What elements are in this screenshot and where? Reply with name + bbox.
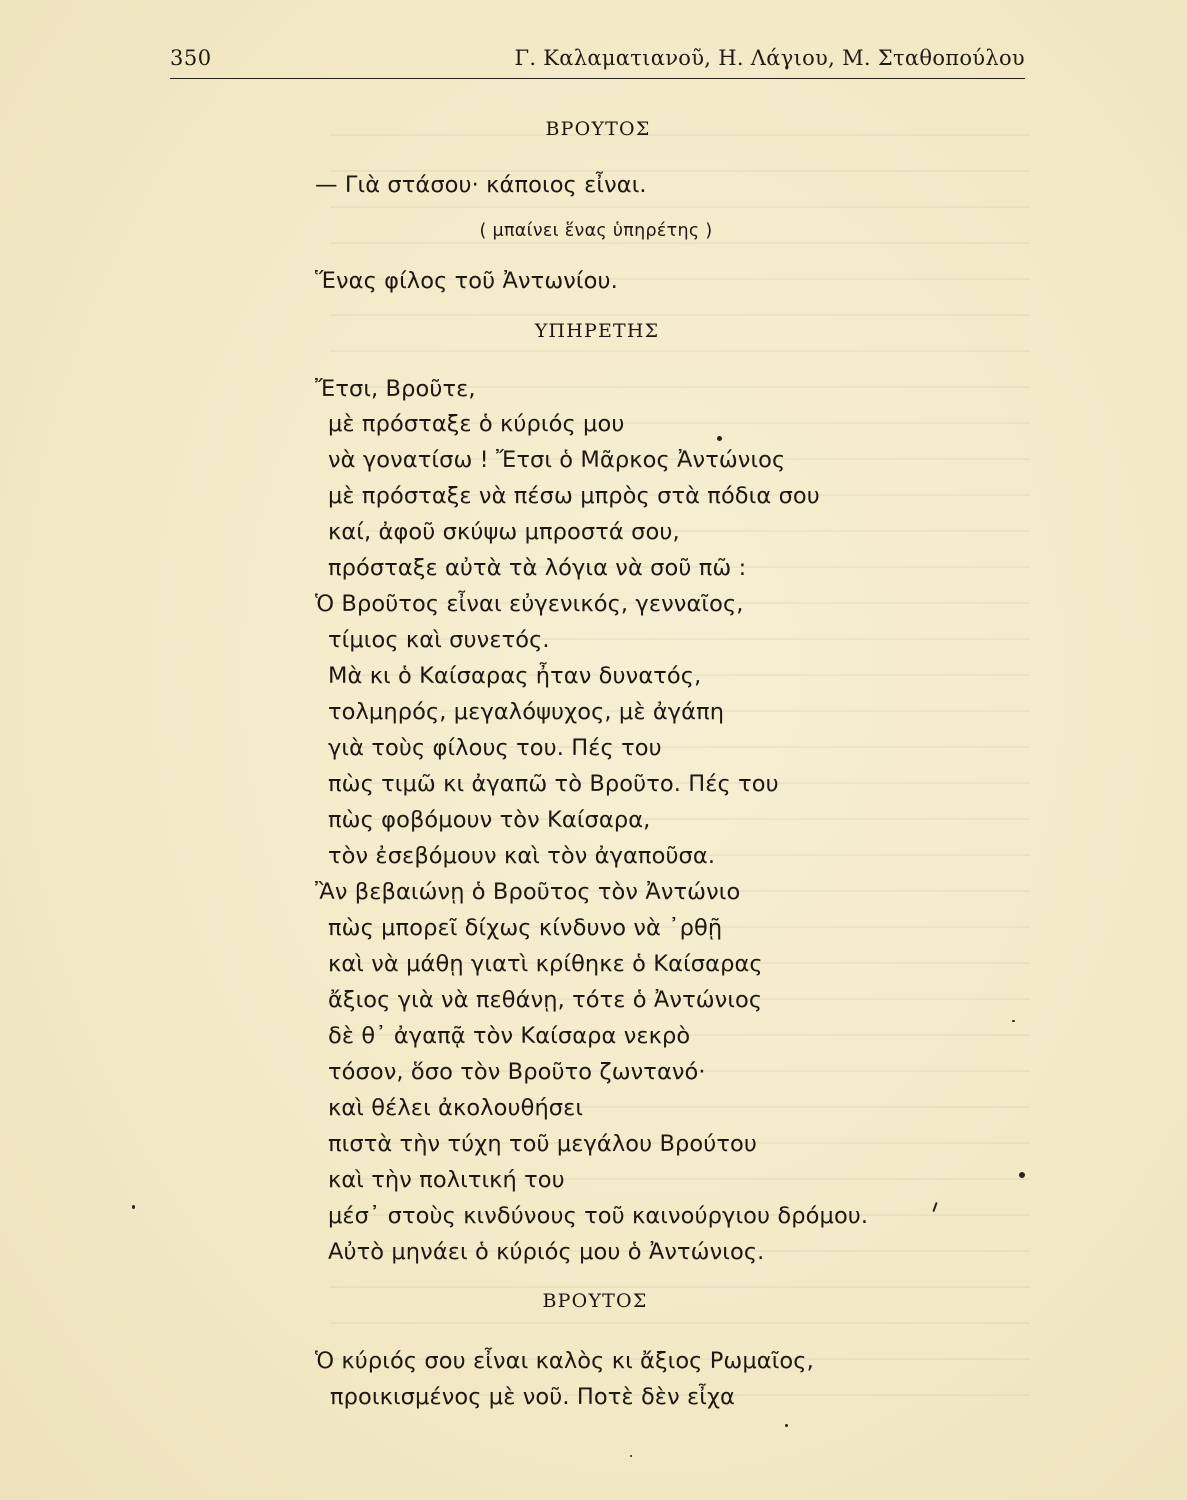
dialogue-line: Ἕνας φίλος τοῦ Ἀντωνίου. [315,268,618,294]
stage-direction: ( μπαίνει ἕνας ὑπηρέτης ) [479,221,713,241]
verse-line: τόσον, ὅσο τὸν Βροῦτο ζωντανό· [328,1059,706,1085]
verse-line: καὶ νὰ μάθῃ γιατὶ κρίθηκε ὁ Καίσαρας [328,951,763,977]
speaker-name: ΒΡΟΥΤΟΣ [545,118,651,140]
verse-line: καί, ἀφοῦ σκύψω μπροστά σου, [328,519,680,545]
verse-line: τίμιος καὶ συνετός. [328,627,550,653]
verse-line: Μὰ κι ὁ Καίσαρας ἦταν δυνατός, [328,663,702,689]
ink-speck [132,1205,135,1209]
verse-line: πρόσταξε αὐτὰ τὰ λόγια νὰ σοῦ πῶ : [328,555,747,581]
verse-line: μὲ πρόσταξε νὰ πέσω μπρὸς στὰ πόδια σου [328,483,820,509]
page-header [170,42,1025,76]
verse-line: νὰ γονατίσω ! Ἔτσι ὁ Μᾶρκος Ἀντώνιος [328,447,786,473]
header-rule [170,78,1025,79]
ink-speck [630,1455,632,1457]
verse-line: Αὐτὸ μηνάει ὁ κύριός μου ὁ Ἀντώνιος. [328,1239,765,1265]
verse-line: τὸν ἐσεβόμουν καὶ τὸν ἀγαποῦσα. [328,843,716,869]
verse-line: πὼς μπορεῖ δίχως κίνδυνο νὰ ᾿ρθῇ [328,915,723,941]
verse-line: μὲ πρόσταξε ὁ κύριός μου [328,411,625,437]
ink-speck [1019,1172,1025,1178]
verse-line: προικισμένος μὲ νοῦ. Ποτὲ δὲν εἶχα [330,1384,735,1410]
verse-line: γιὰ τοὺς φίλους του. Πές του [328,735,662,761]
verse-line: τολμηρός, μεγαλόψυχος, μὲ ἀγάπη [328,699,725,725]
verse-line: Ἔτσι, Βροῦτε, [315,376,476,402]
ink-speck [785,1424,788,1427]
ink-speck [1012,1020,1015,1022]
verse-line: Ὁ Βροῦτος εἶναι εὐγενικός, γενναῖος, [315,591,744,617]
verse-line: καὶ θέλει ἀκολουθήσει [328,1095,584,1121]
verse-line: δὲ θ᾿ ἀγαπᾷ τὸν Καίσαρα νεκρὸ [328,1023,691,1049]
verse-line: μέσ᾿ στοὺς κινδύνους τοῦ καινούργιου δρόμου. [328,1203,869,1229]
page-number: 350 [170,46,212,70]
speaker-name: ΒΡΟΥΤΟΣ [542,1290,648,1312]
verse-line: Ἂν βεβαιώνῃ ὁ Βροῦτος τὸν Ἀντώνιο [315,879,741,905]
ink-speck [932,1202,937,1212]
verse-line: πιστὰ τὴν τύχη τοῦ μεγάλου Βρούτου [328,1131,758,1157]
dialogue-line: — Γιὰ στάσου· κάποιος εἶναι. [315,172,647,198]
verse-line: πὼς φοβόμουν τὸν Καίσαρα, [328,807,651,833]
verse-line: πὼς τιμῶ κι ἀγαπῶ τὸ Βροῦτο. Πές του [328,771,779,797]
speaker-name: ΥΠΗΡΕΤΗΣ [534,320,660,342]
verse-line: ἄξιος γιὰ νὰ πεθάνῃ, τότε ὁ Ἀντώνιος [328,987,763,1013]
verse-line: καὶ τὴν πολιτική του [328,1167,565,1193]
ink-speck [717,436,722,441]
running-head: Γ. Καλαματιανοῦ, Η. Λάγιου, Μ. Σταθοπούλου [514,46,1025,70]
verse-line: Ὁ κύριός σου εἶναι καλὸς κι ἄξιος Ρωμαῖος, [315,1348,814,1374]
